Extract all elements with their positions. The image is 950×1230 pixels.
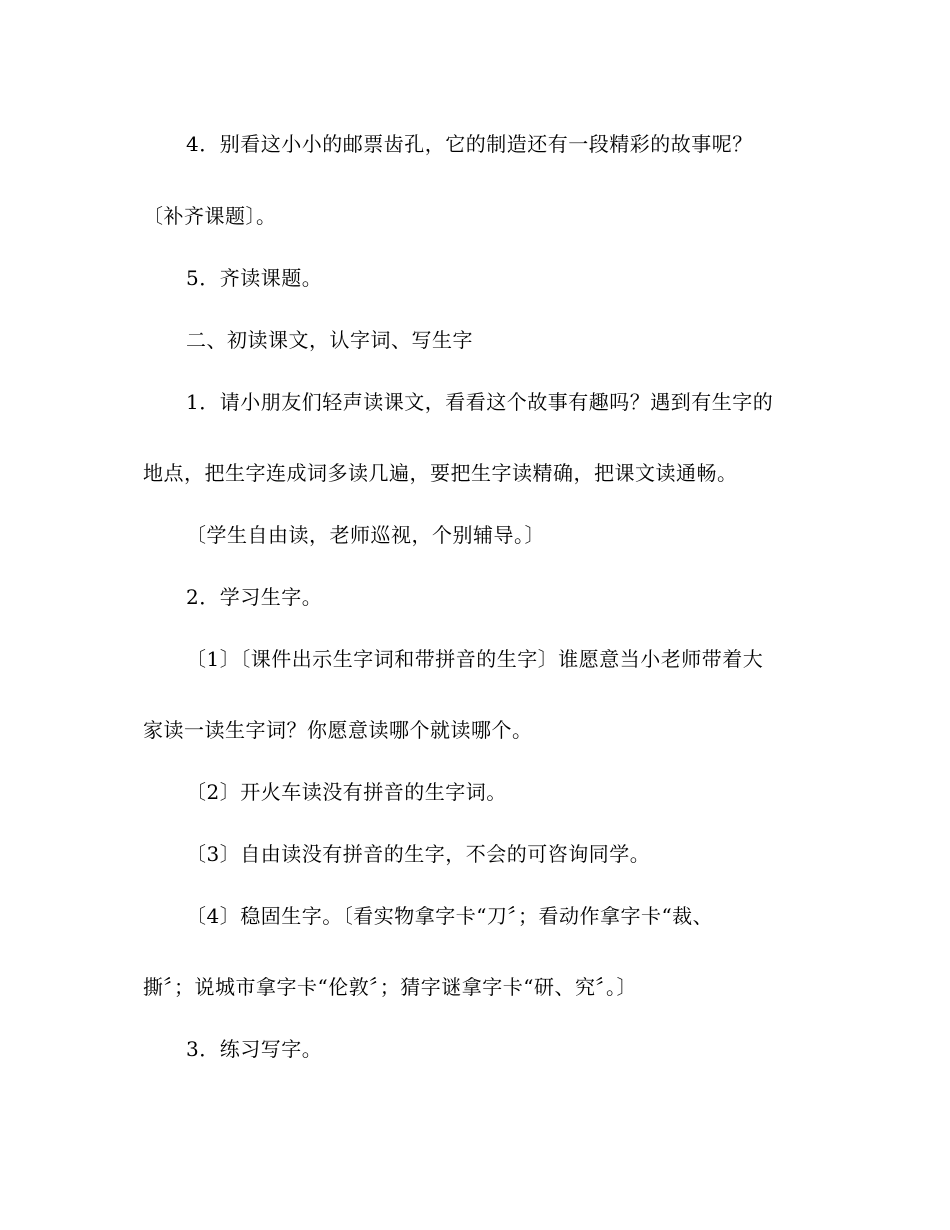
paragraph-line: 〔3〕自由读没有拼音的生字，不会的可咨询同学。 (186, 842, 651, 866)
paragraph-line: 地点，把生字连成词多读几遍，要把生字读精确，把课文读通畅。 (143, 461, 738, 485)
paragraph-line: 〔学生自由读，老师巡视，个别辅导。〕 (186, 523, 545, 547)
paragraph-line: 〔1〕〔课件出示生字词和带拼音的生字〕谁愿意当小老师带着大 (186, 647, 764, 671)
paragraph-line: 2．学习生字。 (186, 585, 323, 609)
paragraph-line: 〔4〕稳固生字。〔看实物拿字卡“刀〞；看动作拿字卡“裁、 (186, 904, 714, 928)
paragraph-line: 5．齐读课题。 (186, 266, 323, 290)
section-heading: 二、初读课文，认字词、写生字 (186, 328, 473, 352)
paragraph-line: 〔2〕开火车读没有拼音的生字词。 (186, 780, 507, 804)
paragraph-line: 家读一读生字词？你愿意读哪个就读哪个。 (143, 718, 533, 742)
paragraph-line: 撕〞；说城市拿字卡“伦敦〞；猜字谜拿字卡“研、究〞。〕 (143, 975, 637, 999)
paragraph-line: 3．练习写字。 (186, 1037, 323, 1061)
paragraph-line: 〔补齐课题〕。 (143, 204, 277, 228)
paragraph-line: 4．别看这小小的邮票齿孔，它的制造还有一段精彩的故事呢？ (186, 132, 753, 156)
paragraph-line: 1．请小朋友们轻声读课文，看看这个故事有趣吗？遇到有生字的 (186, 390, 774, 414)
